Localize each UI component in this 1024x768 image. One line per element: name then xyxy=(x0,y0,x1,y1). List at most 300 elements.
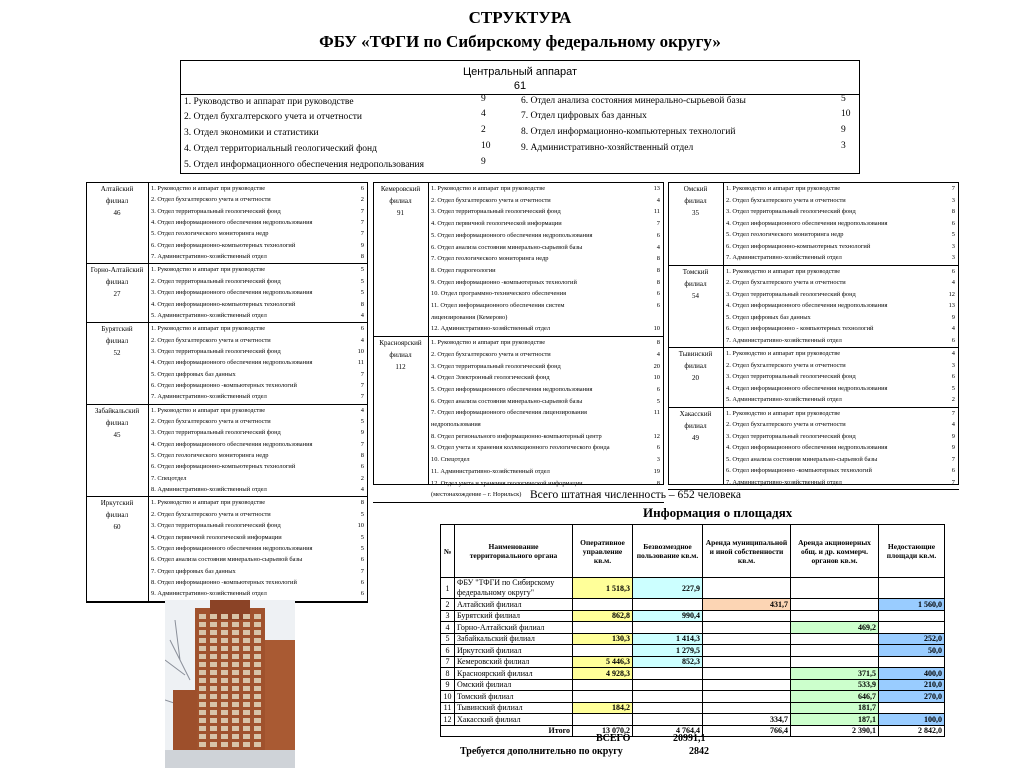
org-name: Горно-Алтайский филиал xyxy=(455,622,573,634)
window xyxy=(254,646,261,651)
area-value xyxy=(633,691,703,703)
central-name: Центральный аппарат xyxy=(462,66,578,78)
central-dept-label: 6. Отдел анализа состояния минерально-сырьевой базы xyxy=(521,96,746,106)
department-label: 3. Отдел территориальный геологический фонд xyxy=(726,290,856,298)
window xyxy=(243,702,250,707)
window xyxy=(210,614,217,619)
central-apparatus-box xyxy=(180,60,860,174)
department-count: 8 xyxy=(360,452,364,460)
department-label: 12. Отдел учета и хранения геологической информации xyxy=(431,479,583,487)
department-label: 1. Руководство и аппарат при руководстве xyxy=(151,185,266,192)
window xyxy=(210,686,217,691)
window xyxy=(243,638,250,643)
window xyxy=(243,734,250,739)
department-count: 4 xyxy=(951,350,955,357)
org-name: Алтайский филиал xyxy=(455,599,573,611)
department-label: 6. Отдел информационно-компьютерных технологий xyxy=(151,241,296,249)
window xyxy=(199,702,206,707)
window xyxy=(221,614,228,619)
row-number: 6 xyxy=(441,645,455,657)
department-label: 4. Отдел информационно-компьютерных технологий xyxy=(151,300,296,308)
table-row xyxy=(441,645,945,657)
row-number: 4 xyxy=(441,622,455,634)
window xyxy=(243,678,250,683)
area-value xyxy=(703,656,791,668)
area-value: 5 446,3 xyxy=(573,656,633,668)
grand-total-value: 20991,1 xyxy=(673,733,706,744)
window xyxy=(254,638,261,643)
org-name: Забайкальский филиал xyxy=(455,633,573,645)
window xyxy=(254,678,261,683)
table-row xyxy=(441,679,945,691)
department-count: 7 xyxy=(951,185,955,192)
window xyxy=(232,646,239,651)
grand-total-label: ВСЕГО xyxy=(596,733,631,744)
department-label: 4. Отдел информационного обеспечения недропользования xyxy=(151,219,313,227)
area-value: 1 518,3 xyxy=(573,578,633,599)
window xyxy=(254,630,261,635)
area-value: 50,0 xyxy=(879,645,945,657)
department-count: 5 xyxy=(360,533,364,541)
department-label: 1. Руководство и аппарат при руководстве xyxy=(726,267,841,275)
window xyxy=(199,742,206,747)
branch-count: 91 xyxy=(397,209,404,217)
department-count: 3 xyxy=(656,456,660,464)
area-value xyxy=(703,645,791,657)
window xyxy=(199,678,206,683)
department-label: 3. Отдел территориальный геологический фонд xyxy=(726,208,856,215)
need-label: Требуется дополнительно по округу xyxy=(460,746,623,757)
department-label: 1. Руководство и аппарат при руководстве xyxy=(726,185,841,192)
department-count: 9 xyxy=(951,444,955,451)
window xyxy=(254,614,261,619)
building-image xyxy=(165,600,295,768)
department-count: 6 xyxy=(360,325,364,333)
department-count: 4 xyxy=(951,325,955,332)
branch-name: Хакасский xyxy=(679,409,712,418)
window xyxy=(199,638,206,643)
department-label: 5. Административно-хозяйственный отдел xyxy=(726,396,842,403)
department-count: 7 xyxy=(656,220,660,228)
branch-count: 35 xyxy=(692,209,699,217)
department-label: 8. Отдел гидрогеологии xyxy=(431,266,496,274)
branch-name: Красноярский xyxy=(379,339,422,348)
area-value: 184,2 xyxy=(573,702,633,714)
divider xyxy=(428,182,429,485)
department-label: 2. Отдел бухгалтерского учета и отчетности xyxy=(151,196,271,204)
department-count: 9 xyxy=(951,313,955,321)
divider xyxy=(148,182,149,603)
header-cell: Безвозмездное пользование кв.м. xyxy=(633,525,703,578)
total-value: 4 764,4 xyxy=(633,725,703,737)
window xyxy=(243,686,250,691)
area-value xyxy=(703,578,791,599)
area-value: 1 560,0 xyxy=(879,599,945,611)
area-value xyxy=(791,599,879,611)
window xyxy=(232,622,239,627)
department-count: 7 xyxy=(360,219,364,227)
department-count: 8 xyxy=(360,499,364,507)
total-value: 2 390,1 xyxy=(791,725,879,737)
area-value: 533,9 xyxy=(791,679,879,691)
department-count: 6 xyxy=(951,267,955,275)
window xyxy=(221,670,228,675)
branch-type: филиал xyxy=(389,351,412,360)
department-count: 4 xyxy=(360,311,364,319)
window xyxy=(243,670,250,675)
window xyxy=(243,742,250,747)
window xyxy=(232,662,239,667)
branch-name: Забайкальский xyxy=(94,406,140,415)
window xyxy=(221,694,228,699)
window xyxy=(199,694,206,699)
branch-type: филиал xyxy=(105,278,129,287)
central-dept-label: 4. Отдел территориальный геологический фонд xyxy=(184,144,377,154)
department-label: 5. Отдел геологического мониторинга недр xyxy=(151,452,269,460)
department-label: 4. Отдел информационного обеспечения недропользования xyxy=(151,359,313,367)
department-label: 7. Административно-хозяйственный отдел xyxy=(726,254,842,261)
total-staff: Всего штатная численность – 652 человека xyxy=(530,489,741,501)
department-count: 4 xyxy=(360,486,364,494)
department-count: 8 xyxy=(360,253,364,261)
department-label: 2. Отдел территориальный геологический фонд xyxy=(151,277,281,285)
window xyxy=(210,654,217,659)
window xyxy=(232,630,239,635)
department-count: 6 xyxy=(656,302,660,309)
department-count: 5 xyxy=(951,384,955,392)
table-row xyxy=(441,633,945,645)
window xyxy=(221,638,228,643)
row-number: 1 xyxy=(441,578,455,599)
central-dept-label: 9. Административно-хозяйственный отдел xyxy=(521,143,694,153)
window xyxy=(254,654,261,659)
window xyxy=(232,702,239,707)
area-value xyxy=(879,702,945,714)
window xyxy=(243,630,250,635)
department-label: 2. Отдел бухгалтерского учета и отчетности xyxy=(151,418,271,425)
department-label: 5. Отдел геологического мониторинга недр xyxy=(151,230,269,238)
department-label: 11. Отдел информационного обеспечения систем xyxy=(431,302,565,309)
area-value: 270,0 xyxy=(879,691,945,703)
department-count: 6 xyxy=(656,385,660,393)
department-count: 6 xyxy=(951,373,955,380)
window xyxy=(232,670,239,675)
branch-count: 112 xyxy=(395,363,406,372)
department-count: 10 xyxy=(357,347,364,355)
window xyxy=(221,678,228,683)
window xyxy=(210,726,217,731)
department-label: 2. Отдел бухгалтерского учета и отчетности xyxy=(726,279,846,286)
department-label: 6. Отдел анализа состояния минерально-сырьевой базы xyxy=(431,397,583,405)
department-label: 6. Отдел информационно -компьютерных технологий xyxy=(151,381,297,389)
department-label: 4. Отдел первичной геологической информации xyxy=(151,533,282,541)
window xyxy=(221,718,228,723)
area-value: 210,0 xyxy=(879,679,945,691)
window xyxy=(221,710,228,715)
department-count: 7 xyxy=(360,370,364,378)
department-label: 9. Административно-хозяйственный отдел xyxy=(151,590,267,598)
org-name: ФБУ "ТФГИ по Сибирскому федеральному округу" xyxy=(455,578,573,599)
window xyxy=(254,622,261,627)
central-dept-label: 2. Отдел бухгалтерского учета и отчетности xyxy=(184,112,362,122)
branch-type: филиал xyxy=(105,511,129,520)
department-label: 6. Отдел информационно-компьютерных технологий xyxy=(726,242,871,250)
department-label: 5. Административно-хозяйственный отдел xyxy=(151,311,267,319)
department-count: 5 xyxy=(951,231,955,238)
department-count: 9 xyxy=(360,429,364,437)
department-count: 11 xyxy=(653,409,660,417)
window xyxy=(210,646,217,651)
department-label: 5. Отдел геологического мониторинга недр xyxy=(726,231,844,238)
branch-name: Алтайский xyxy=(100,185,134,193)
department-count: 4 xyxy=(360,406,364,414)
header-cell: № xyxy=(441,525,455,578)
window xyxy=(232,654,239,659)
window xyxy=(254,742,261,747)
window xyxy=(221,622,228,627)
window xyxy=(210,662,217,667)
window xyxy=(221,742,228,747)
window xyxy=(199,654,206,659)
window xyxy=(232,726,239,731)
department-count: 5 xyxy=(360,418,364,425)
area-value: 252,0 xyxy=(879,633,945,645)
department-label: 12. Административно-хозяйственный отдел xyxy=(431,325,551,333)
window xyxy=(243,622,250,627)
row-number: 5 xyxy=(441,633,455,645)
central-header xyxy=(181,61,859,95)
area-value: 227,9 xyxy=(633,578,703,599)
department-label: 7. Административно-хозяйственный отдел xyxy=(726,336,842,344)
department-label: 2. Отдел бухгалтерского учета и отчетности xyxy=(431,196,551,204)
window xyxy=(199,622,206,627)
area-value xyxy=(703,691,791,703)
row-number: 8 xyxy=(441,668,455,680)
window xyxy=(243,654,250,659)
area-value: 100,0 xyxy=(879,714,945,726)
area-value: 862,8 xyxy=(573,610,633,622)
department-label: 5. Отдел информационного обеспечения недропользования xyxy=(151,544,313,552)
department-label: 5. Отдел цифровых баз данных xyxy=(151,370,236,378)
department-count: 6 xyxy=(951,336,955,344)
table-row xyxy=(441,610,945,622)
area-value xyxy=(633,714,703,726)
branch-count: 45 xyxy=(113,430,121,439)
window xyxy=(221,686,228,691)
department-label: 2. Отдел бухгалтерского учета и отчетности xyxy=(726,196,846,204)
department-count: 5 xyxy=(360,277,364,285)
area-value xyxy=(573,645,633,657)
department-count: 6 xyxy=(360,590,364,598)
department-count: 5 xyxy=(360,510,364,518)
department-count: 8 xyxy=(656,479,660,487)
department-count: 6 xyxy=(656,290,660,298)
window xyxy=(232,686,239,691)
central-dept-count: 10 xyxy=(841,109,851,119)
branch-type: филиал xyxy=(105,418,129,427)
window xyxy=(210,710,217,715)
central-dept-label: 7. Отдел цифровых баз данных xyxy=(521,111,647,121)
table-row xyxy=(441,578,945,599)
department-count: 4 xyxy=(656,243,660,251)
area-value: 4 928,3 xyxy=(573,668,633,680)
table-row xyxy=(441,702,945,714)
department-count: 7 xyxy=(360,440,364,448)
central-dept-label: 3. Отдел экономики и статистики xyxy=(184,128,319,138)
department-count: 12 xyxy=(948,290,955,298)
area-value xyxy=(573,691,633,703)
window xyxy=(210,702,217,707)
department-count: 7 xyxy=(360,230,364,238)
building-photo xyxy=(165,600,295,768)
branch-count: 49 xyxy=(692,433,699,442)
department-label: 1. Руководство и аппарат при руководстве xyxy=(726,350,841,357)
area-value: 469,2 xyxy=(791,622,879,634)
department-count: 4 xyxy=(360,336,364,344)
window xyxy=(210,734,217,739)
total-value: 13 070,2 xyxy=(573,725,633,737)
department-count: 2 xyxy=(360,474,364,482)
department-count: 8 xyxy=(656,278,660,286)
department-label: лицензирования (Кемерово) xyxy=(431,313,508,321)
central-dept-count: 5 xyxy=(841,94,846,104)
department-count: 8 xyxy=(951,208,955,215)
department-label: 1. Руководство и аппарат при руководстве xyxy=(151,406,266,414)
window xyxy=(199,686,206,691)
area-value xyxy=(633,599,703,611)
department-count: 8 xyxy=(656,255,660,263)
window xyxy=(199,670,206,675)
central-dept-count: 9 xyxy=(481,157,486,167)
department-label: 3. Отдел территориальный геологический фонд xyxy=(726,432,856,440)
page-subtitle: ФБУ «ТФГИ по Сибирскому федеральному округу» xyxy=(319,32,721,51)
window xyxy=(254,726,261,731)
window xyxy=(199,630,206,635)
branch-name: Томский xyxy=(682,267,709,276)
row-number: 9 xyxy=(441,679,455,691)
area-value xyxy=(703,679,791,691)
window xyxy=(221,646,228,651)
header-cell: Оперативное управление кв.м. xyxy=(573,525,633,578)
central-dept-count: 2 xyxy=(481,125,486,135)
department-label: 4. Отдел информационного обеспечения недропользования xyxy=(726,444,888,451)
window xyxy=(221,734,228,739)
department-label: 7. Отдел геологического мониторинга недр xyxy=(431,255,549,263)
window xyxy=(243,718,250,723)
org-name: Иркутский филиал xyxy=(455,645,573,657)
window xyxy=(199,646,206,651)
window xyxy=(232,710,239,715)
area-value xyxy=(791,610,879,622)
area-value: 852,3 xyxy=(633,656,703,668)
department-label: 9. Отдел учета и хранения коллекционного геологического фонда xyxy=(431,444,610,452)
window xyxy=(243,662,250,667)
central-dept-count: 9 xyxy=(481,94,486,104)
area-value xyxy=(791,633,879,645)
table-row xyxy=(441,622,945,634)
window xyxy=(199,614,206,619)
department-count: 7 xyxy=(951,478,955,486)
department-label: 1. Руководство и аппарат при руководстве xyxy=(726,409,841,417)
window xyxy=(232,734,239,739)
area-value xyxy=(879,622,945,634)
window xyxy=(232,638,239,643)
department-count: 4 xyxy=(656,350,660,358)
department-label: 8. Отдел регионального информационно-компьютерный центр xyxy=(431,432,602,440)
window xyxy=(243,646,250,651)
row-number: 7 xyxy=(441,656,455,668)
department-label: 1. Руководство и аппарат при руководстве xyxy=(431,185,546,192)
row-number: 12 xyxy=(441,714,455,726)
window xyxy=(221,702,228,707)
department-label: 1. Руководство и аппарат при руководстве xyxy=(431,339,546,347)
department-count: 6 xyxy=(360,185,364,192)
department-label: 2. Отдел бухгалтерского учета и отчетности xyxy=(431,350,551,358)
department-count: 9 xyxy=(951,432,955,440)
total-value: 2 842,0 xyxy=(879,725,945,737)
department-label: 7. Спецотдел xyxy=(151,474,187,482)
department-count: 5 xyxy=(656,397,660,405)
branch-count: 20 xyxy=(692,374,699,382)
department-count: 2 xyxy=(951,396,955,403)
window xyxy=(210,630,217,635)
department-label: 8. Отдел информационно -компьютерных технологий xyxy=(151,578,297,586)
department-label: (местонахождение – г. Норильск) xyxy=(431,491,522,499)
area-value xyxy=(633,622,703,634)
divider xyxy=(723,182,724,485)
area-value xyxy=(633,702,703,714)
window xyxy=(254,734,261,739)
branch-name: Горно-Алтайский xyxy=(90,266,144,275)
branch-count: 54 xyxy=(692,291,699,300)
branch-type: филиал xyxy=(105,197,129,205)
table-row xyxy=(441,691,945,703)
department-label: 2. Отдел бухгалтерского учета и отчетности xyxy=(151,336,271,344)
department-count: 4 xyxy=(951,279,955,286)
window xyxy=(254,718,261,723)
window xyxy=(221,662,228,667)
area-value xyxy=(573,622,633,634)
window xyxy=(232,614,239,619)
area-value: 1 279,5 xyxy=(633,645,703,657)
table-row xyxy=(441,714,945,726)
area-value xyxy=(573,714,633,726)
window xyxy=(254,702,261,707)
department-count: 12 xyxy=(653,432,660,440)
department-count: 6 xyxy=(360,578,364,586)
department-label: 2. Отдел бухгалтерского учета и отчетности xyxy=(726,421,846,428)
divider xyxy=(373,502,664,503)
department-count: 4 xyxy=(656,196,660,204)
table-row xyxy=(441,668,945,680)
department-label: 3. Отдел территориальный геологический фонд xyxy=(726,373,856,380)
header-cell: Наименование территориального органа xyxy=(455,525,573,578)
department-count: 2 xyxy=(360,196,364,204)
department-label: 3. Отдел территориальный геологический фонд xyxy=(151,347,281,355)
branch-type: филиал xyxy=(684,421,707,430)
area-value: 400,0 xyxy=(879,668,945,680)
area-value xyxy=(633,679,703,691)
department-label: 1. Руководство и аппарат при руководстве xyxy=(151,325,266,333)
branch-name: Омский xyxy=(683,185,708,193)
department-count: 11 xyxy=(357,359,364,367)
department-count: 3 xyxy=(951,196,955,204)
branch-count: 60 xyxy=(113,523,121,532)
window xyxy=(243,614,250,619)
area-value: 187,1 xyxy=(791,714,879,726)
window xyxy=(199,662,206,667)
department-count: 19 xyxy=(653,467,660,475)
